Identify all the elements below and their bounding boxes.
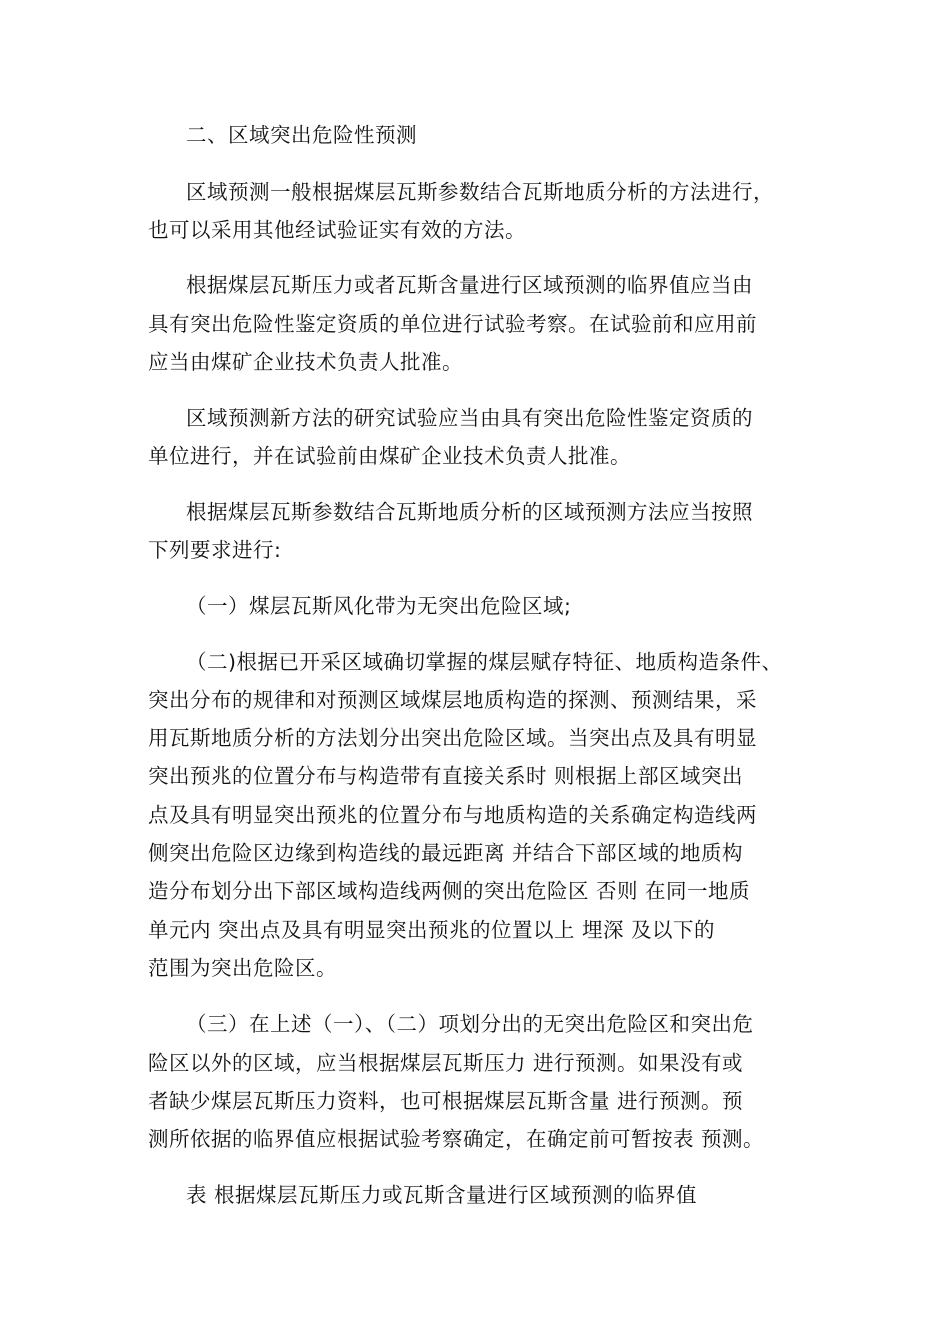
paragraph-line: 点及具有明显突出预兆的位置分布与地质构造的关系确定构造线两: [148, 803, 757, 827]
paragraph-line: 区域预测新方法的研究试验应当由具有突出危险性鉴定资质的: [186, 406, 753, 430]
paragraph-line: （三）在上述（一）、（二）项划分出的无突出危险区和突出危: [186, 1012, 754, 1036]
paragraph-line: 单元内 突出点及具有明显突出预兆的位置以上 埋深 及以下的: [148, 918, 716, 942]
paragraph-line: 造分布划分出下部区域构造线两侧的突出危险区 否则 在同一地质: [148, 879, 751, 903]
section-heading: 二、区域突出危险性预测: [186, 123, 417, 147]
paragraph-line: 险区以外的区域，应当根据煤层瓦斯压力 进行预测。如果没有或: [148, 1051, 744, 1075]
paragraph-line: 突出分布的规律和对预测区域煤层地质构造的探测、预测结果，采: [148, 688, 757, 712]
paragraph-line: 用瓦斯地质分析的方法划分出突出危险区域。当突出点及具有明显: [148, 726, 757, 750]
paragraph-line: 也可以采用其他经试验证实有效的方法。: [148, 218, 526, 242]
paragraph-line: 突出预兆的位置分布与构造带有直接关系时 则根据上部区域突出: [148, 764, 744, 788]
paragraph-line: 区域预测一般根据煤层瓦斯参数结合瓦斯地质分析的方法进行，: [186, 180, 774, 204]
paragraph-line: 应当由煤矿企业技术负责人批准。: [148, 350, 463, 374]
paragraph-line: 下列要求进行:: [148, 538, 282, 562]
paragraph-line: 者缺少煤层瓦斯压力资料，也可根据煤层瓦斯含量 进行预测。预: [148, 1089, 744, 1113]
paragraph-line: 范围为突出危险区。: [148, 956, 337, 980]
paragraph-line: 根据煤层瓦斯参数结合瓦斯地质分析的区域预测方法应当按照: [186, 500, 753, 524]
paragraph-line: （一）煤层瓦斯风化带为无突出危险区域;: [186, 594, 572, 618]
paragraph-line: （二)根据已开采区域确切掌握的煤层赋存特征、地质构造条件、: [186, 650, 783, 674]
paragraph-line: 测所依据的临界值应根据试验考察确定，在确定前可暂按表 预测。: [148, 1127, 765, 1151]
paragraph-line: 单位进行，并在试验前由煤矿企业技术负责人批准。: [148, 444, 631, 468]
paragraph-line: 根据煤层瓦斯压力或者瓦斯含量进行区域预测的临界值应当由: [186, 273, 753, 297]
paragraph-line: 具有突出危险性鉴定资质的单位进行试验考察。在试验前和应用前: [148, 312, 757, 336]
paragraph-line: 侧突出危险区边缘到构造线的最远距离 并结合下部区域的地质构: [148, 841, 744, 865]
table-caption: 表 根据煤层瓦斯压力或瓦斯含量进行区域预测的临界值: [186, 1183, 698, 1207]
